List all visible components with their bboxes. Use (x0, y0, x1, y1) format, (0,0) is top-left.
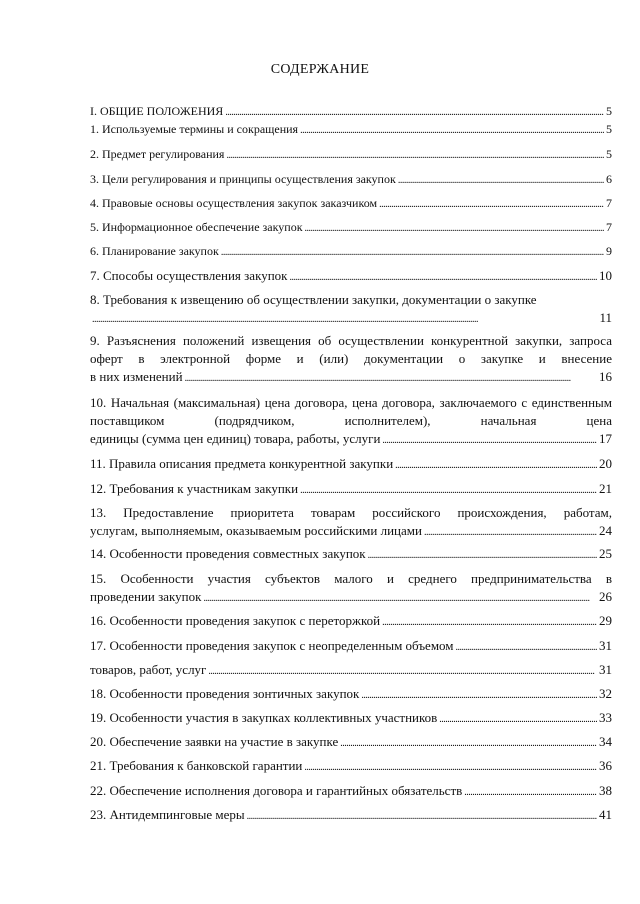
toc-entry-title: 13. Предоставление приоритета товарам российского происхождения, работам, (90, 505, 612, 520)
dot-leader (305, 219, 604, 237)
document-title: СОДЕРЖАНИЕ (270, 62, 370, 77)
toc-entry[interactable] (90, 455, 612, 475)
toc-entry-page: 25 (599, 546, 612, 561)
dot-leader (395, 455, 597, 475)
dot-leader (456, 637, 597, 657)
dot-leader (379, 195, 604, 213)
toc-entry-title: 7. Способы осуществления закупок (90, 268, 288, 283)
toc-entry[interactable] (90, 195, 612, 213)
toc-entry-title: 5. Информационное обеспечение закупок (90, 220, 303, 234)
toc-entry[interactable] (90, 267, 612, 287)
toc-entry-title: I. ОБЩИЕ ПОЛОЖЕНИЯ (90, 104, 224, 118)
toc-entry-title: 22. Обеспечение исполнения договора и гарантийных обязательств (90, 783, 463, 798)
toc-entry[interactable] (90, 570, 612, 608)
toc-entry[interactable] (90, 637, 612, 657)
dot-leader (300, 480, 597, 500)
toc-entry[interactable] (90, 394, 612, 450)
dot-leader (247, 806, 597, 826)
dot-leader (221, 243, 604, 261)
toc-entry-page: 34 (599, 734, 612, 749)
dot-leader (361, 685, 597, 705)
dot-leader (225, 103, 604, 121)
toc-entry[interactable] (90, 121, 612, 139)
toc-entry-page: 5 (606, 104, 612, 118)
toc-entry[interactable] (90, 103, 612, 121)
toc-entry[interactable] (90, 685, 612, 705)
toc-entry-title: 15. Особенности участия субъектов малого и среднего предпринимательства в (90, 571, 612, 586)
toc-entry-title: 16. Особенности проведения закупок с переторжкой (90, 613, 381, 628)
toc-entry-title: 9. Разъяснения положений извещения об осуществлении конкурентной закупки, запроса оферт в электронной форме и (или) документации о закупке и внесение (90, 333, 612, 366)
toc-entry[interactable] (90, 757, 612, 777)
dot-leader (340, 733, 597, 753)
toc-entry[interactable] (90, 545, 612, 565)
toc-entry-page: 5 (606, 122, 612, 136)
toc-entry-page: 7 (606, 220, 612, 234)
toc-entry[interactable] (90, 243, 612, 261)
toc-entry-page: 5 (606, 147, 612, 161)
toc-entry[interactable] (90, 480, 612, 500)
toc-entry-page: 9 (606, 244, 612, 258)
toc-entry-page: 17 (599, 431, 612, 446)
toc-entry-page: 38 (599, 783, 612, 798)
toc-entry-page: 36 (599, 758, 612, 773)
dot-leader (304, 757, 597, 777)
toc-entry-page: 31 (599, 662, 612, 677)
toc-entry-title: 14. Особенности проведения совместных закупок (90, 546, 366, 561)
toc-entry-title: 11. Правила описания предмета конкурентной закупки (90, 456, 394, 471)
dot-leader (226, 146, 604, 164)
toc-entry-title-cont: единицы (сумма цен единиц) товара, работы, услуги (90, 431, 381, 446)
dot-leader (185, 368, 597, 388)
toc-entry-title: 6. Планирование закупок (90, 244, 219, 258)
toc-entry-page: 21 (599, 481, 612, 496)
toc-entry-page: 41 (599, 807, 612, 822)
toc-entry-title: 8. Требования к извещению об осуществлении закупки, документации о закупке (90, 292, 537, 307)
dot-leader (424, 522, 597, 542)
dot-leader (439, 709, 597, 729)
toc-entry[interactable] (90, 782, 612, 802)
toc-entry-title: 17. Особенности проведения закупок с неопределенным объемом (90, 638, 454, 653)
dot-leader (289, 267, 597, 287)
toc-entry-page: 10 (599, 268, 612, 283)
toc-entry-title: 20. Обеспечение заявки на участие в закупке (90, 734, 339, 749)
toc-entry-page: 7 (606, 196, 612, 210)
toc-entry-title: 3. Цели регулирования и принципы осуществления закупок (90, 172, 396, 186)
toc-entry-title-cont: услугам, выполняемым, оказываемым российскими лицами (90, 523, 422, 538)
toc-entry-page: 20 (599, 456, 612, 471)
dot-leader (92, 309, 597, 329)
toc-entry-title: 2. Предмет регулирования (90, 147, 225, 161)
toc-entry-page: 29 (599, 613, 612, 628)
dot-leader (382, 612, 597, 632)
toc-entry-title: 12. Требования к участникам закупки (90, 481, 299, 496)
toc-entry[interactable] (90, 504, 612, 542)
toc-entry-title: 18. Особенности проведения зонтичных закупок (90, 686, 360, 701)
toc-entry-page: 33 (599, 710, 612, 725)
toc-entry-page: 31 (599, 638, 612, 653)
dot-leader (464, 782, 597, 802)
toc-entry-page: 11 (599, 310, 612, 325)
toc-entry-title: 1. Используемые термины и сокращения (90, 122, 299, 136)
toc-entry-title-cont: проведении закупок (90, 589, 202, 604)
toc-entry-title-cont: в них изменений (90, 369, 183, 384)
toc-entry[interactable] (90, 661, 612, 681)
toc-entry[interactable] (90, 733, 612, 753)
toc-entry-title: 4. Правовые основы осуществления закупок заказчиком (90, 196, 378, 210)
toc-entry-page: 6 (606, 172, 612, 186)
toc-entry[interactable] (90, 332, 612, 388)
dot-leader (368, 545, 597, 565)
dot-leader (382, 430, 597, 450)
toc-entry[interactable] (90, 709, 612, 729)
toc-entry-page: 24 (599, 523, 612, 538)
toc-entry[interactable] (90, 291, 612, 329)
dot-leader (398, 171, 604, 189)
dot-leader (203, 588, 597, 608)
toc-entry-title: 23. Антидемпинговые меры (90, 807, 245, 822)
toc-entry-page: 32 (599, 686, 612, 701)
toc-entry-title: товаров, работ, услуг (90, 662, 207, 677)
dot-leader (300, 121, 604, 139)
toc-entry-title: 19. Особенности участия в закупках коллективных участников (90, 710, 438, 725)
toc-entry[interactable] (90, 806, 612, 826)
dot-leader (208, 661, 597, 681)
toc-entry-title: 21. Требования к банковской гарантии (90, 758, 303, 773)
toc-entry[interactable] (90, 171, 612, 189)
toc-entry-page: 16 (599, 369, 612, 384)
toc-entry-page: 26 (599, 589, 612, 604)
toc-entry[interactable] (90, 219, 612, 237)
toc-entry[interactable] (90, 612, 612, 632)
toc-entry-title: 10. Начальная (максимальная) цена договора, цена договора, заключаемого с единственным поставщиком (подрядчиком, исполнителем), начальная цена (90, 395, 612, 428)
toc-entry[interactable] (90, 146, 612, 164)
